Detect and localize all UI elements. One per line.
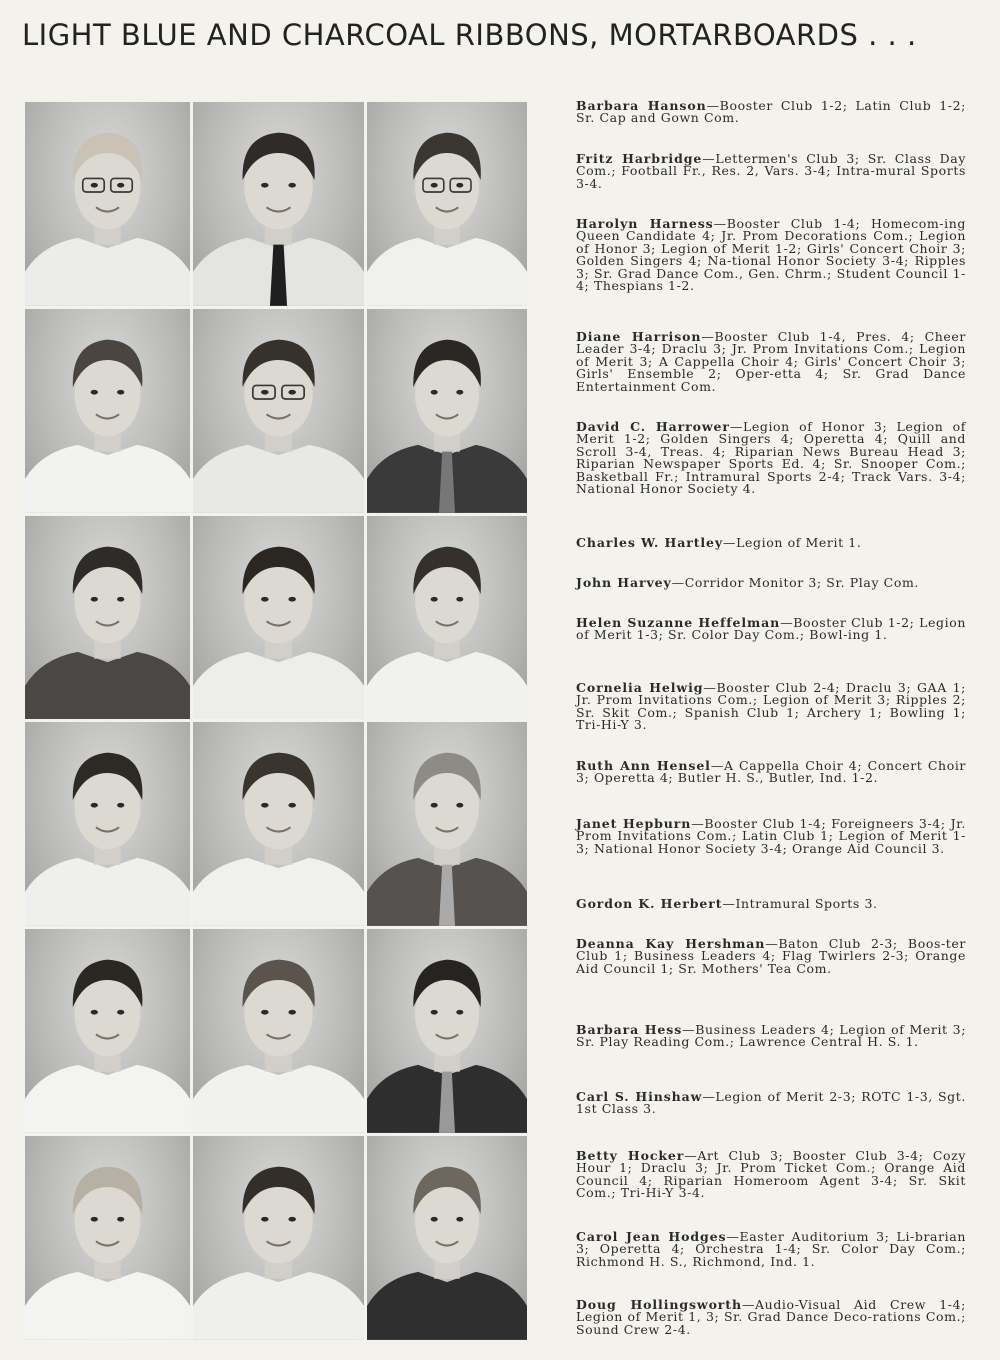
student-entry (576, 153, 966, 190)
student-activities: —Intramural Sports 3. (722, 896, 878, 911)
student-entry (576, 938, 966, 975)
student-portrait (193, 309, 364, 513)
student-portrait (367, 929, 527, 1133)
student-name: John Harvey (576, 575, 672, 590)
student-name: Charles W. Hartley (576, 535, 724, 550)
student-entry (576, 218, 966, 292)
student-activities: —Corridor Monitor 3; Sr. Play Com. (671, 575, 920, 590)
student-activities: —Booster Club 1-4; Foreigneers 3-4; Jr. Prom Invitations Com.; Latin Club 1; Legion of Merit 1-3; National Honor Society 3-4; Orange Aid Council 3. (576, 816, 967, 856)
student-entry (576, 818, 966, 855)
student-portrait (193, 929, 364, 1133)
student-entry (576, 1299, 966, 1336)
student-entry (576, 898, 966, 910)
student-entry (576, 1024, 966, 1049)
student-activities: —Baton Club 2-3; Boos-ter Club 1; Business Leaders 4; Flag Twirlers 2-3; Orange Aid Council 1; Sr. Mothers' Tea Com. (576, 936, 966, 976)
student-portrait (25, 1136, 190, 1340)
student-portrait (193, 516, 364, 720)
student-portrait (367, 722, 527, 926)
student-name: Barbara Hanson (576, 98, 707, 113)
student-activities: —Legion of Merit 1. (723, 535, 862, 550)
student-name: Betty Hocker (576, 1148, 685, 1163)
student-activities: —Booster Club 1-2; Legion of Merit 1-3; Sr. Color Day Com.; Bowl-ing 1. (576, 615, 966, 643)
student-name: Janet Hepburn (576, 816, 692, 831)
student-name: Deanna Kay Hershman (576, 936, 766, 951)
student-entry (576, 331, 966, 393)
student-portrait (25, 516, 190, 720)
student-activities: —Art Club 3; Booster Club 3-4; Cozy Hour 1; Draclu 3; Jr. Prom Ticket Com.; Orange Aid Council 4; Riparian Homeroom Agent 3-4; Sr. Skit Com.; Tri-Hi-Y 3-4. (576, 1148, 966, 1201)
student-name: Cornelia Helwig (576, 680, 704, 695)
student-name: David C. Harrower (576, 419, 730, 434)
student-portrait (367, 102, 527, 306)
student-entry (576, 760, 966, 785)
student-activities: —Lettermen's Club 3; Sr. Class Day Com.; Football Fr., Res. 2, Vars. 3-4; Intra-mural Sports 3-4. (576, 151, 967, 191)
student-portrait (193, 102, 364, 306)
student-activities: —Booster Club 2-4; Draclu 3; GAA 1; Jr. Prom Invitations Com.; Legion of Merit 3; Ripples 2; Sr. Skit Com.; Spanish Club 1; Archery 1; Bowling 1; Tri-Hi-Y 3. (576, 680, 966, 733)
student-name: Barbara Hess (576, 1022, 683, 1037)
student-portrait (193, 722, 364, 926)
student-activities: —Booster Club 1-4, Pres. 4; Cheer Leader 3-4; Draclu 3; Jr. Prom Invitations Com.; Legion of Merit 3; A Cappella Choir 4; Girls' Concert Choir 3; Girls' Ensemble 2; Oper-etta 4; Sr. Grad Dance Entertainment Com. (576, 329, 966, 394)
student-activities: —Legion of Honor 3; Legion of Merit 1-2; Golden Singers 4; Operetta 4; Quill and Scroll 3-4, Treas. 4; Riparian News Bureau Head 3; Riparian Newspaper Sports Ed. 4; Sr. Snooper Com.; Basketball Fr.; Intramural Sports 2-4; Track Vars. 3-4; National Honor Society 4. (576, 419, 967, 497)
student-name: Fritz Harbridge (576, 151, 703, 166)
student-portrait (367, 1136, 527, 1340)
student-entry (576, 100, 966, 125)
student-entry (576, 577, 966, 589)
page-title: LIGHT BLUE AND CHARCOAL RIBBONS, MORTARBOARDS . . . (22, 18, 917, 52)
student-portrait (25, 102, 190, 306)
student-entry (576, 1231, 966, 1268)
student-name: Harolyn Harness (576, 216, 714, 231)
student-portrait (25, 722, 190, 926)
student-name: Carl S. Hinshaw (576, 1089, 703, 1104)
student-portrait (25, 929, 190, 1133)
student-name: Carol Jean Hodges (576, 1229, 727, 1244)
student-entry (576, 1091, 966, 1116)
student-activities: —Booster Club 1-2; Latin Club 1-2; Sr. Cap and Gown Com. (576, 98, 966, 126)
student-activities: —A Cappella Choir 4; Concert Choir 3; Operetta 4; Butler H. S., Butler, Ind. 1-2. (576, 758, 966, 786)
student-activities: —Business Leaders 4; Legion of Merit 3; Sr. Play Reading Com.; Lawrence Central H. S. 1. (576, 1022, 967, 1050)
student-portrait (25, 309, 190, 513)
student-name: Ruth Ann Hensel (576, 758, 711, 773)
student-entry (576, 617, 966, 642)
student-portrait (367, 309, 527, 513)
student-entry (576, 537, 966, 549)
student-entry (576, 421, 966, 495)
student-name: Doug Hollingsworth (576, 1297, 742, 1312)
student-activities: —Easter Auditorium 3; Li-brarian 3; Operetta 4; Orchestra 1-4; Sr. Color Day Com.; Richmond H. S., Richmond, Ind. 1. (576, 1229, 966, 1269)
student-portrait (367, 516, 527, 720)
portrait-grid (25, 102, 525, 1340)
student-activities: —Legion of Merit 2-3; ROTC 1-3, Sgt. 1st Class 3. (576, 1089, 966, 1117)
student-name: Helen Suzanne Heffelman (576, 615, 781, 630)
student-entry (576, 682, 966, 732)
student-name: Diane Harrison (576, 329, 702, 344)
student-entry (576, 1150, 966, 1200)
student-activities: —Booster Club 1-4; Homecom-ing Queen Candidate 4; Jr. Prom Decorations Com.; Legion of Honor 3; Legion of Merit 1-2; Girls' Concert Choir 3; Golden Singers 4; Na-tional Honor Society 3-4; Ripples 3; Sr. Grad Dance Com., Gen. Chrm.; Student Council 1-4; Thespians 1-2. (576, 216, 966, 294)
student-name: Gordon K. Herbert (576, 896, 723, 911)
student-portrait (193, 1136, 364, 1340)
student-activities: —Audio-Visual Aid Crew 1-4; Legion of Merit 1, 3; Sr. Grad Dance Deco-rations Com.; Sound Crew 2-4. (576, 1297, 966, 1337)
